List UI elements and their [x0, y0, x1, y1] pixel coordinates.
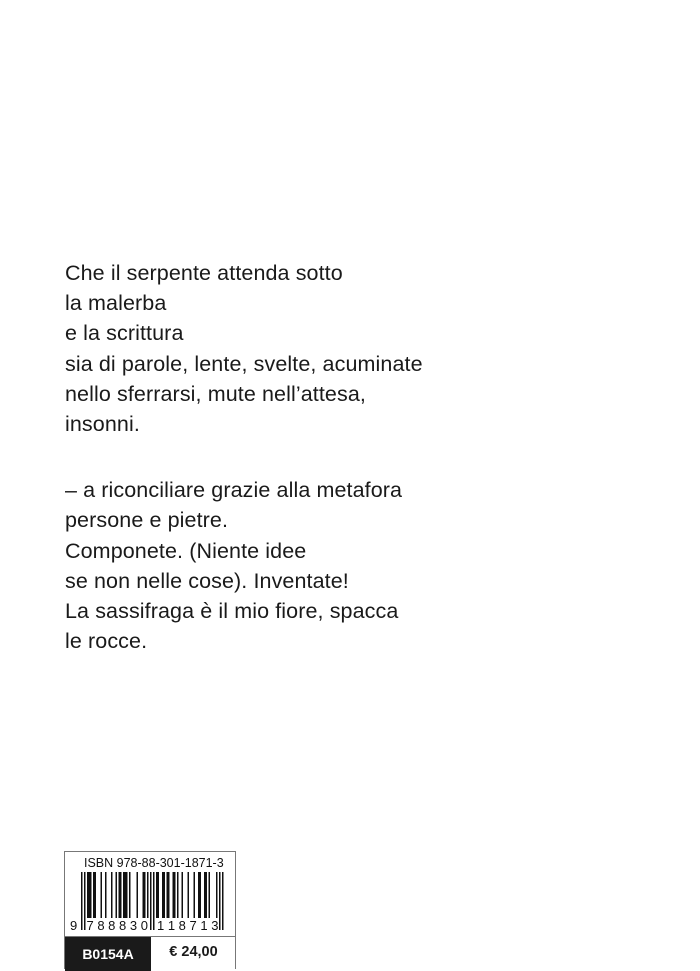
barcode-bar [156, 872, 158, 918]
poem-line: se non nelle cose). Inventate! [65, 568, 349, 593]
barcode-bar [174, 872, 176, 918]
barcode-bar [84, 872, 86, 930]
barcode-bar [216, 872, 218, 918]
poem-line: persone e pietre. [65, 508, 229, 533]
poem-line: e la scrittura [65, 321, 184, 346]
barcode-bar [153, 872, 155, 930]
barcode-bar [204, 872, 206, 918]
barcode-bar [222, 872, 224, 930]
barcode-bar [105, 872, 107, 918]
barcode-bar [95, 872, 97, 918]
poem-line: nello sferrarsi, mute nell’attesa, [65, 381, 366, 406]
barcode-digits: 9 [70, 918, 78, 932]
barcode-bar [198, 872, 200, 918]
barcode-bar [111, 872, 113, 918]
barcode-bar [129, 872, 131, 918]
barcode-bar [219, 872, 221, 930]
barcode-bar [200, 872, 202, 918]
poem-line: Componete. (Niente idee [65, 538, 307, 563]
barcode-bar [119, 872, 121, 918]
barcode-digits: 1 1 8 7 1 3 [157, 918, 219, 932]
barcode-bar [81, 872, 83, 930]
stanza-2 [65, 475, 423, 656]
barcode-bar [89, 872, 91, 918]
barcode-bar [87, 872, 89, 918]
poem-line: le rocce. [65, 629, 148, 654]
barcode-bar [168, 872, 170, 918]
barcode-bar [206, 872, 208, 918]
stanza-1 [65, 258, 423, 439]
barcode-bar [162, 872, 164, 918]
isbn-text: ISBN 978-88-301-1871-3 [84, 856, 224, 870]
barcode-bar [123, 872, 125, 918]
barcode-bar [144, 872, 146, 918]
barcode-bar [143, 872, 145, 918]
catalog-code: B0154A [65, 937, 151, 971]
barcode-bar [125, 872, 127, 918]
barcode-bar [150, 872, 152, 930]
barcode-bar [167, 872, 169, 918]
poem-line: Che il serpente attenda sotto [65, 261, 343, 285]
barcode-bar [93, 872, 95, 918]
barcode-image [69, 872, 234, 932]
barcode-digits: 7 8 8 8 3 0 [86, 918, 148, 932]
barcode-bar [188, 872, 190, 918]
barcode-bar [116, 872, 118, 918]
barcode-bar [177, 872, 179, 918]
barcode-bar [137, 872, 139, 918]
barcode-label [64, 851, 236, 969]
price: € 24,00 [169, 944, 218, 960]
poem-line: sia di parole, lente, svelte, acuminate [65, 351, 423, 376]
barcode-bar [126, 872, 128, 918]
barcode-bar [194, 872, 196, 918]
poem-line: La sassifraga è il mio fiore, spacca [65, 599, 399, 624]
barcode-bar [164, 872, 166, 918]
price-row [65, 936, 235, 971]
barcode-bar [173, 872, 175, 918]
poem-line: insonni. [65, 412, 140, 437]
barcode-bar [101, 872, 103, 918]
barcode-bar [120, 872, 122, 918]
barcode-bar [147, 872, 149, 918]
poem-line: – a riconciliare grazie alla metafora [65, 478, 403, 503]
barcode-bar [182, 872, 184, 918]
barcode-bar [90, 872, 92, 918]
poem [65, 258, 423, 692]
poem-line: la malerba [65, 291, 167, 316]
barcode-bar [158, 872, 160, 918]
barcode-bar [209, 872, 211, 918]
